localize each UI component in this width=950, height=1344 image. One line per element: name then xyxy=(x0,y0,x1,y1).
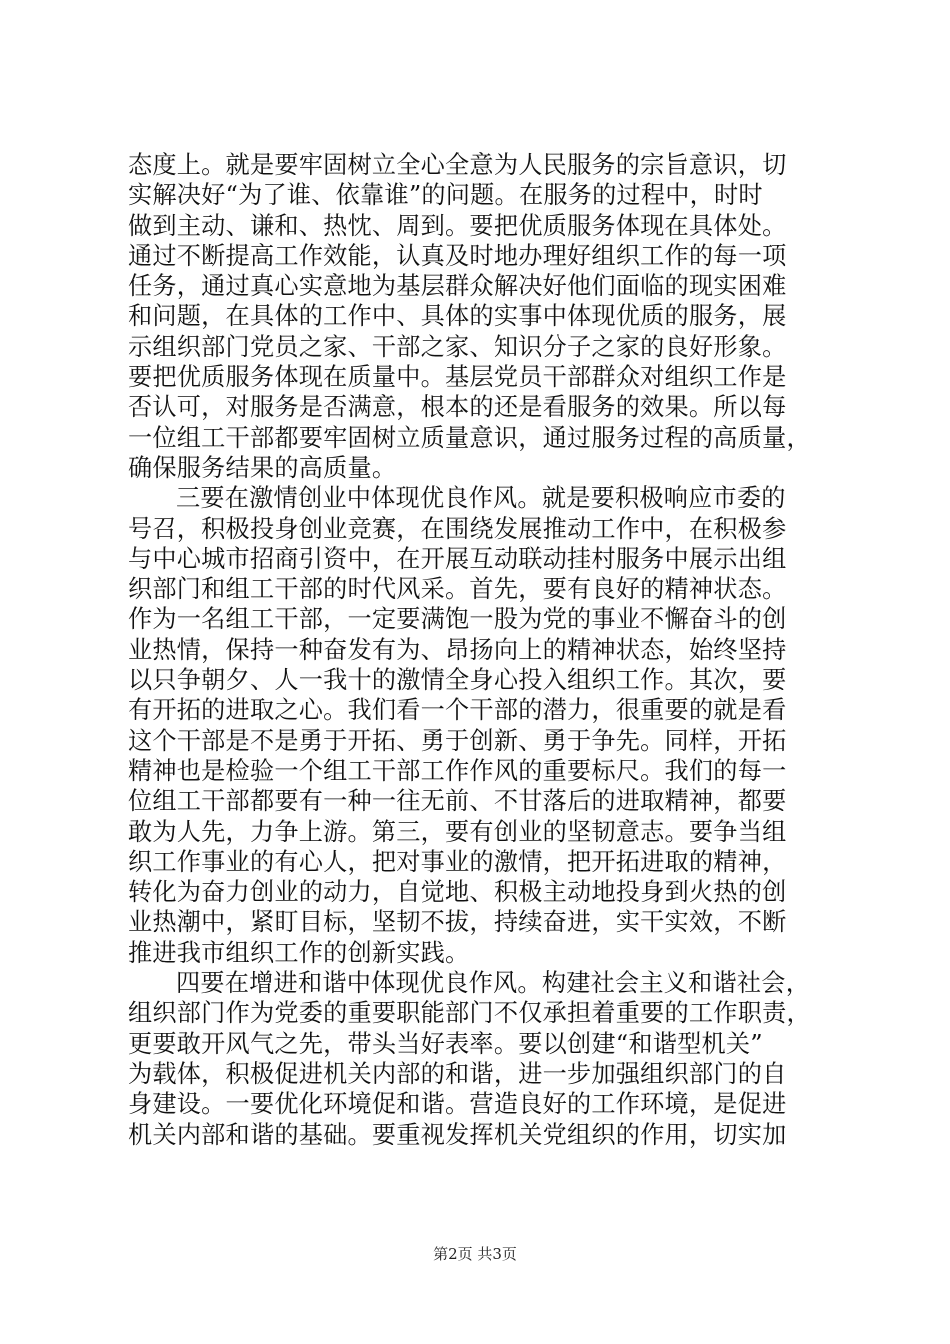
text-line-27: 推进我市组织工作的创新实践。 xyxy=(128,938,470,967)
text-line-1: 态度上。就是要牢固树立全心全意为人民服务的宗旨意识，切 xyxy=(128,151,787,179)
text-line-26: 业热潮中，紧盯目标，坚韧不拔，持续奋进，实干实效，不断 xyxy=(128,908,787,937)
text-line-3: 做到主动、谦和、热忱、周到。要把优质服务体现在具体处。 xyxy=(128,211,787,240)
text-line-30: 更要敢开风气之先，带头当好表率。要以创建“和谐型机关” xyxy=(128,1029,763,1058)
text-line-28: 四要在增进和谐中体现优良作风。构建社会主义和谐社会， xyxy=(176,969,811,998)
text-line-21: 精神也是检验一个组工干部工作作风的重要标尺。我们的每一 xyxy=(128,756,787,785)
document-body xyxy=(128,150,840,1150)
text-line-20: 这个干部是不是勇于开拓、勇于创新、勇于争先。同样，开拓 xyxy=(128,726,787,755)
text-line-24: 织工作事业的有心人，把对事业的激情，把开拓进取的精神， xyxy=(128,847,787,876)
text-line-18: 以只争朝夕、人一我十的激情全身心投入组织工作。其次，要 xyxy=(128,666,787,695)
text-line-23: 敢为人先，力争上游。第三，要有创业的坚韧意志。要争当组 xyxy=(128,817,787,846)
text-line-17: 业热情，保持一种奋发有为、昂扬向上的精神状态，始终坚持 xyxy=(128,635,787,664)
page-footer: 第2页 共3页 xyxy=(433,1245,517,1263)
text-line-8: 要把优质服务体现在质量中。基层党员干部群众对组织工作是 xyxy=(128,363,787,392)
text-line-15: 织部门和组工干部的时代风采。首先，要有良好的精神状态。 xyxy=(128,575,787,604)
text-line-11: 确保服务结果的高质量。 xyxy=(128,453,397,482)
text-line-19: 有开拓的进取之心。我们看一个干部的潜力，很重要的就是看 xyxy=(128,696,787,725)
text-line-31: 为载体，积极促进机关内部的和谐，进一步加强组织部门的自 xyxy=(128,1059,787,1088)
text-line-13: 号召，积极投身创业竞赛，在围绕发展推动工作中，在积极参 xyxy=(128,514,787,543)
text-line-12: 三要在激情创业中体现优良作风。就是要积极响应市委的 xyxy=(176,484,786,513)
text-line-4: 通过不断提高工作效能，认真及时地办理好组织工作的每一项 xyxy=(128,241,787,270)
text-line-29: 组织部门作为党委的重要职能部门不仅承担着重要的工作职责， xyxy=(128,999,811,1028)
text-line-32: 身建设。一要优化环境促和谐。营造良好的工作环境，是促进 xyxy=(128,1090,787,1119)
text-line-6: 和问题，在具体的工作中、具体的实事中体现优质的服务，展 xyxy=(128,302,787,331)
text-line-33: 机关内部和谐的基础。要重视发挥机关党组织的作用，切实加 xyxy=(128,1120,787,1149)
text-line-2: 实解决好“为了谁、依靠谁”的问题。在服务的过程中，时时 xyxy=(128,181,763,210)
text-line-10: 一位组工干部都要牢固树立质量意识，通过服务过程的高质量， xyxy=(128,423,811,452)
text-line-14: 与中心城市招商引资中，在开展互动联动挂村服务中展示出组 xyxy=(128,544,787,573)
text-line-16: 作为一名组工干部，一定要满饱一股为党的事业不懈奋斗的创 xyxy=(128,605,787,634)
text-line-5: 任务，通过真心实意地为基层群众解决好他们面临的现实困难 xyxy=(128,272,787,301)
text-line-9: 否认可，对服务是否满意，根本的还是看服务的效果。所以每 xyxy=(128,393,787,422)
text-line-7: 示组织部门党员之家、干部之家、知识分子之家的良好形象。 xyxy=(128,332,787,361)
text-line-22: 位组工干部都要有一种一往无前、不甘落后的进取精神，都要 xyxy=(128,787,787,816)
text-line-25: 转化为奋力创业的动力，自觉地、积极主动地投身到火热的创 xyxy=(128,878,787,907)
